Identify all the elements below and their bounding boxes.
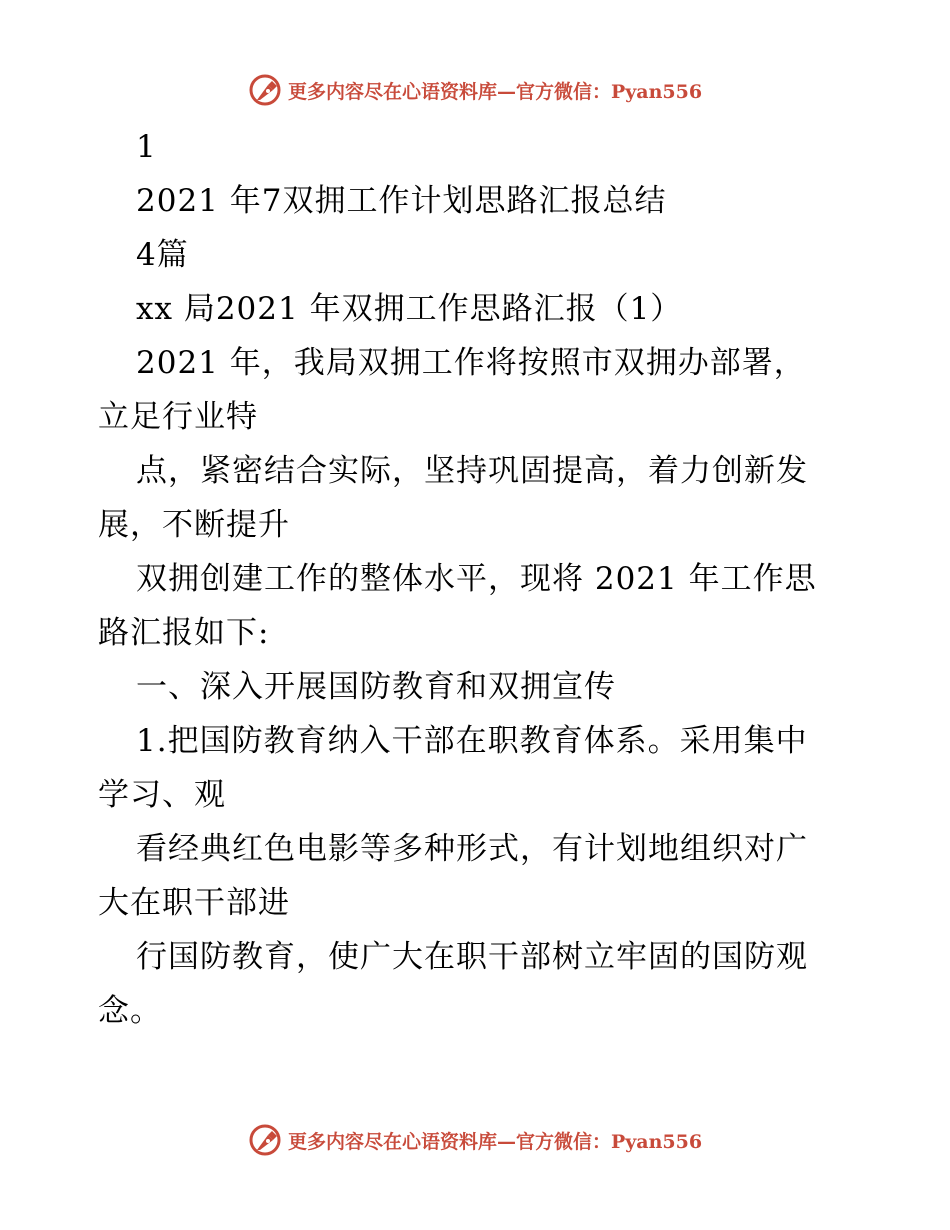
text-line: 点，紧密结合实际，坚持巩固提高，着力创新发 [136, 453, 808, 489]
text-line: 念。 [98, 993, 162, 1029]
text-line: 立足行业特 [98, 399, 258, 435]
pen-nib-logo-icon [248, 73, 282, 107]
pen-nib-logo-icon [248, 1123, 282, 1157]
text-line: 双拥创建工作的整体水平，现将 2021 年工作思 [136, 561, 817, 597]
text-line: 路汇报如下: [98, 615, 270, 651]
footer-watermark [0, 1120, 950, 1160]
text-line: 学习、观 [98, 777, 226, 813]
text-line: 大在职干部进 [98, 885, 290, 921]
watermark-text: 更多内容尽在心语资料库—官方微信：Pyan556 [287, 1130, 703, 1153]
header-watermark [0, 70, 950, 110]
text-line: 1.把国防教育纳入干部在职教育体系。采用集中 [136, 723, 808, 759]
section-heading: xx 局2021 年双拥工作思路汇报（1） [136, 291, 683, 327]
watermark-text: 更多内容尽在心语资料库—官方微信：Pyan556 [287, 80, 703, 103]
section-heading: 一、深入开展国防教育和双拥宣传 [136, 669, 616, 705]
text-line: 看经典红色电影等多种形式，有计划地组织对广 [136, 831, 808, 867]
text-line: 行国防教育，使广大在职干部树立牢固的国防观 [136, 939, 808, 975]
text-line: 1 [136, 129, 157, 165]
document-title: 2021 年7双拥工作计划思路汇报总结 [136, 183, 667, 219]
text-line: 展，不断提升 [98, 507, 290, 543]
text-line: 4篇 [136, 237, 189, 273]
text-line: 2021 年，我局双拥工作将按照市双拥办部署， [136, 345, 806, 381]
document-body [98, 120, 858, 1038]
